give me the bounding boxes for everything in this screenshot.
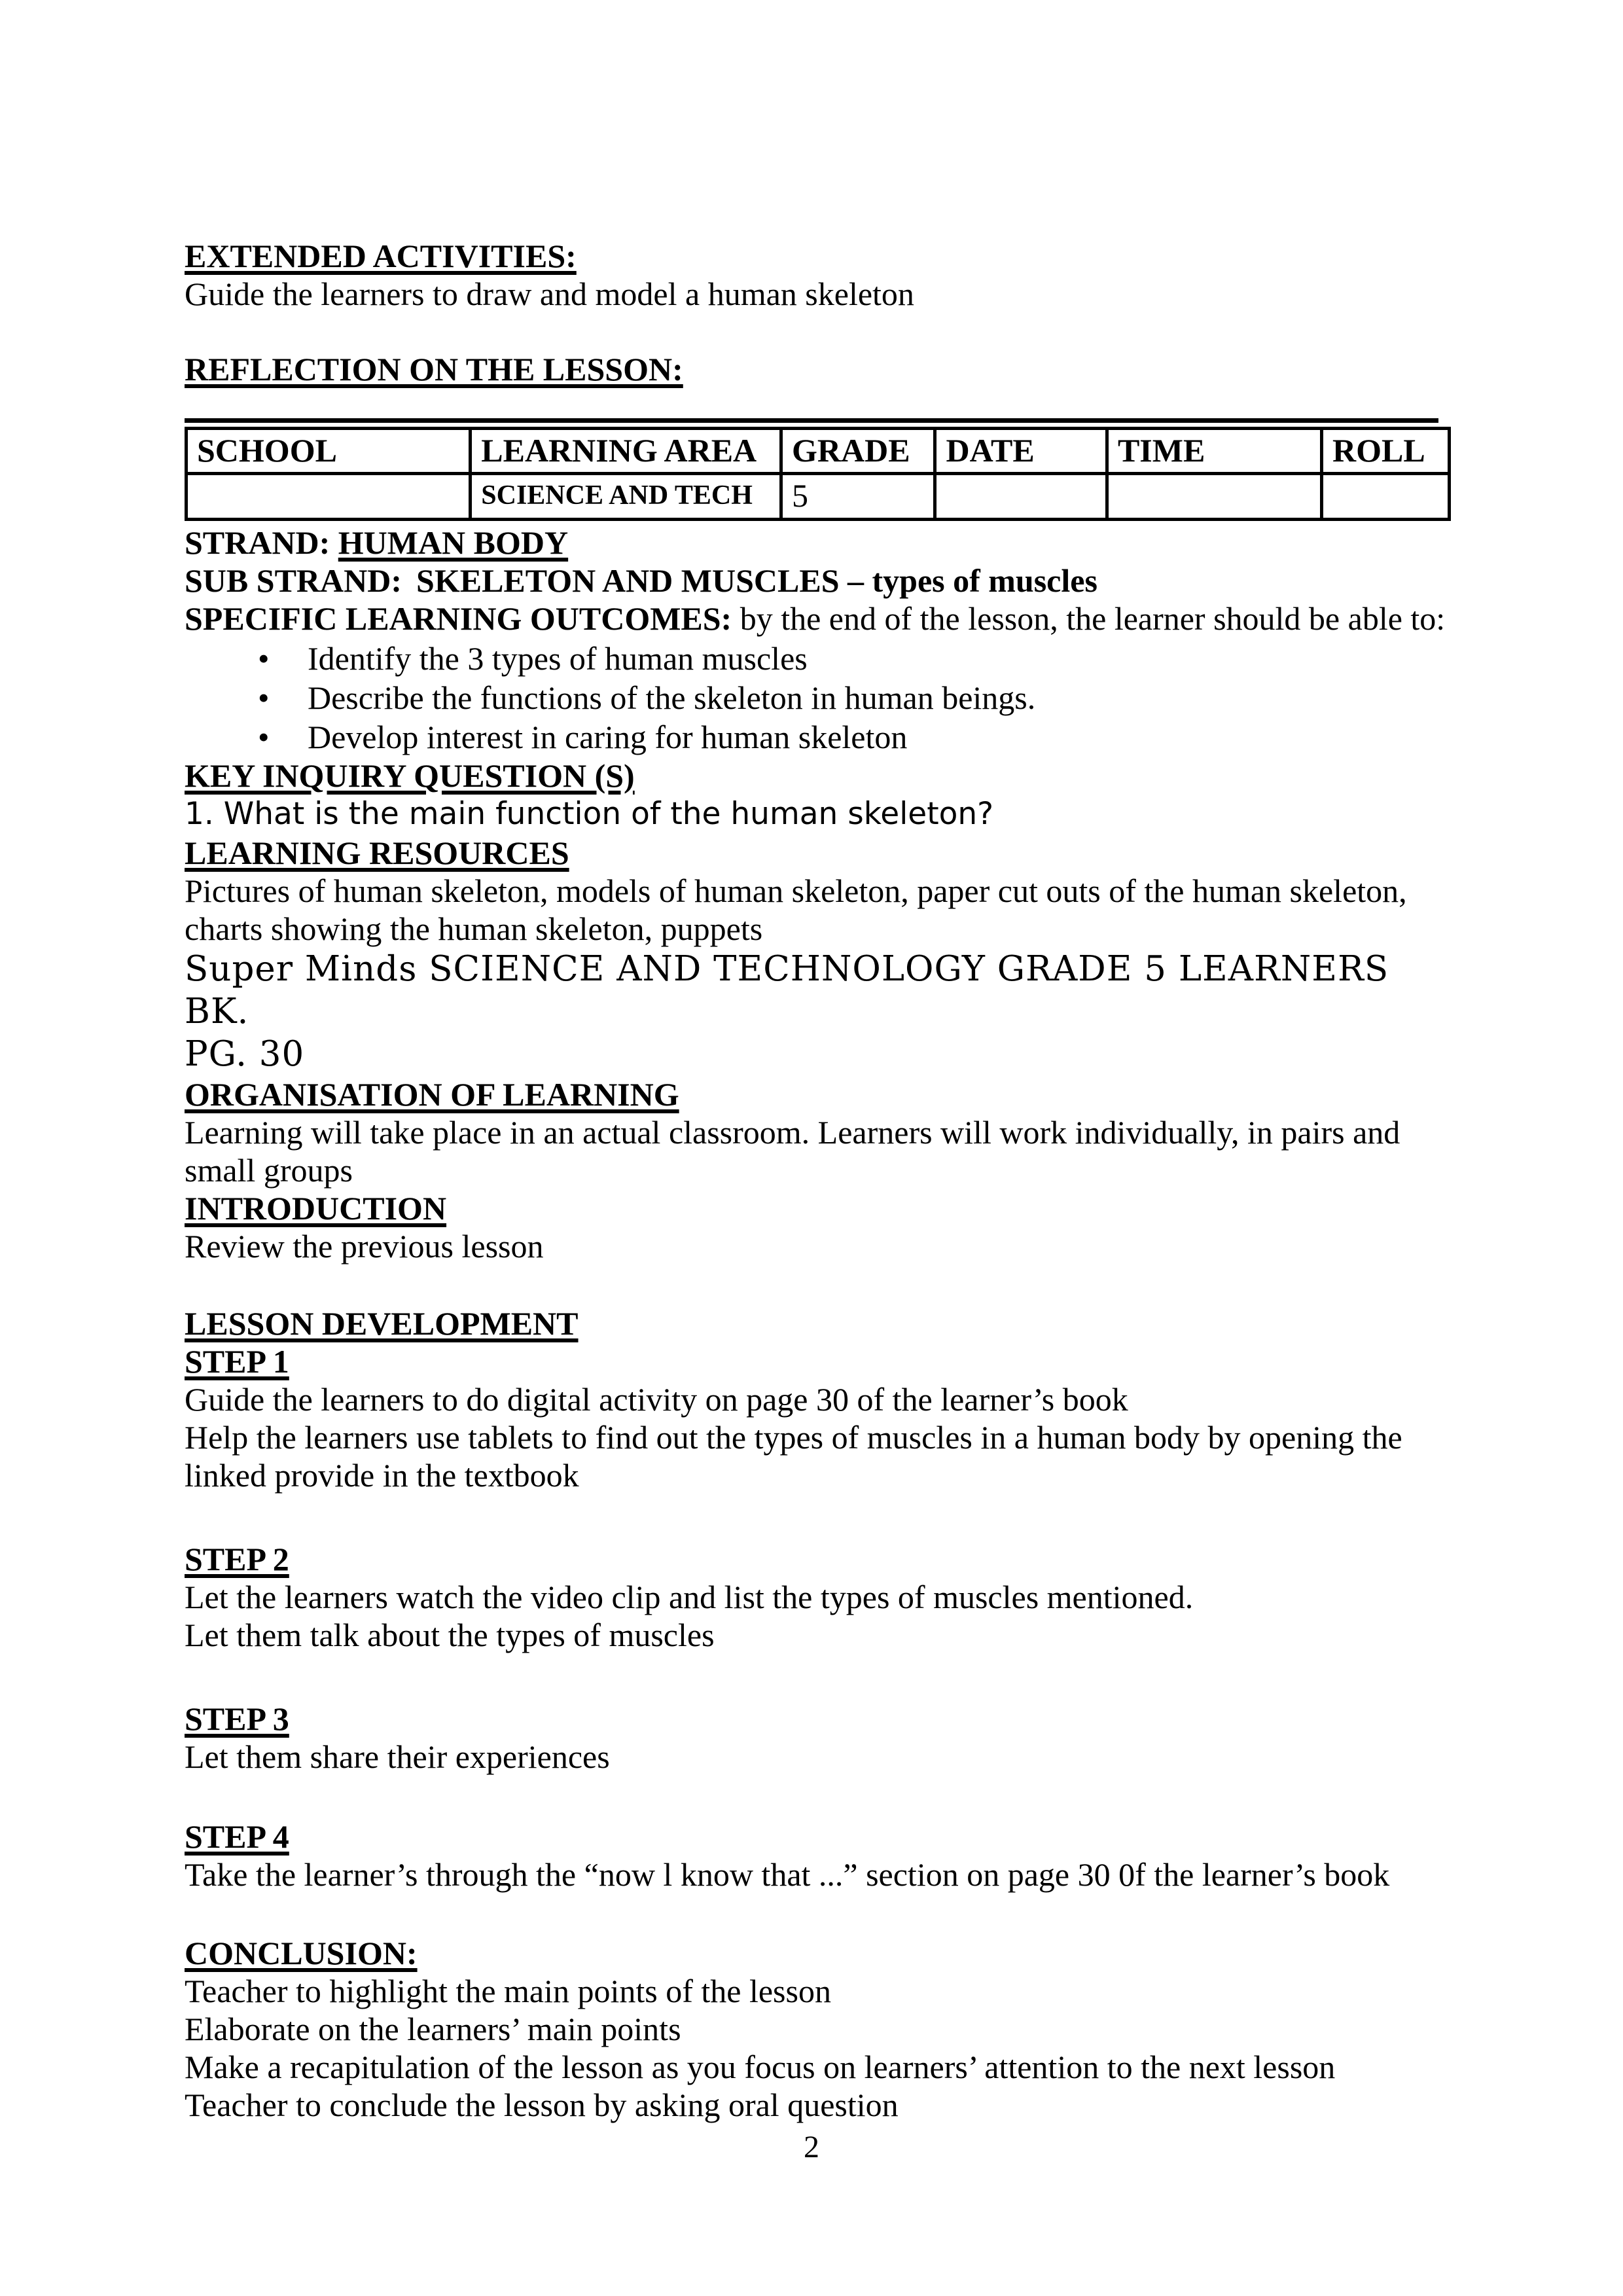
cell-roll xyxy=(1322,474,1450,520)
page-number: 2 xyxy=(804,2130,819,2164)
step-heading xyxy=(185,1700,1451,1738)
strand-value: HUMAN BODY xyxy=(338,524,569,561)
spacer xyxy=(185,313,1451,350)
conclusion-text: Teacher to highlight the main points of the lesson xyxy=(185,1973,831,2009)
conclusion-text: Elaborate on the learners’ main points xyxy=(185,2011,681,2047)
header-roll: ROLL xyxy=(1322,429,1450,474)
section-key-inquiry-heading xyxy=(185,757,1451,795)
organisation-heading: ORGANISATION OF LEARNING xyxy=(185,1076,679,1113)
cell-learning-area: SCIENCE AND TECH xyxy=(471,474,781,520)
step-1-heading: STEP 1 xyxy=(185,1343,289,1380)
step-2-text: Let the learners watch the video clip and list the types of muscles mentioned. xyxy=(185,1579,1194,1615)
outcome-bullet-text: Identify the 3 types of human muscles xyxy=(308,640,808,677)
outcome-bullet-item xyxy=(185,717,1451,757)
step-2-heading: STEP 2 xyxy=(185,1541,289,1577)
strand-line xyxy=(185,524,1451,562)
conclusion-heading: CONCLUSION: xyxy=(185,1935,418,1971)
section-reflection-heading xyxy=(185,350,1451,388)
lesson-development-heading: LESSON DEVELOPMENT xyxy=(185,1305,579,1342)
header-time: TIME xyxy=(1107,429,1321,474)
step-1-text: Guide the learners to do digital activity on page 30 of the learner’s book xyxy=(185,1381,1128,1418)
strand-label: STRAND: xyxy=(185,524,330,561)
book-reference-line: Super Minds SCIENCE AND TECHNOLOGY GRADE 5 LEARNERS BK. xyxy=(185,949,1389,1031)
cell-grade: 5 xyxy=(781,474,935,520)
extended-activities-heading: EXTENDED ACTIVITIES: xyxy=(185,238,577,274)
organisation-text: small groups xyxy=(185,1152,353,1189)
step-heading xyxy=(185,1540,1451,1578)
table-value-row xyxy=(187,474,1450,520)
step-3-heading: STEP 3 xyxy=(185,1700,289,1737)
section-extended-activities-heading xyxy=(185,237,1451,275)
cell-time xyxy=(1107,474,1321,520)
learning-resources-text: Pictures of human skeleton, models of human skeleton, paper cut outs of the human skeleton, xyxy=(185,872,1407,909)
header-date: DATE xyxy=(935,429,1107,474)
outcome-bullet-text: Develop interest in caring for human skeleton xyxy=(308,719,908,755)
reflection-heading: REFLECTION ON THE LESSON: xyxy=(185,351,683,387)
section-conclusion-heading xyxy=(185,1934,1451,1972)
sub-strand-line xyxy=(185,562,1451,600)
key-inquiry-question: 1. What is the main function of the human skeleton? xyxy=(185,796,994,832)
introduction-body: Review the previous lesson xyxy=(185,1228,544,1265)
header-grade: GRADE xyxy=(781,429,935,474)
header-learning-area: LEARNING AREA xyxy=(471,429,781,474)
outcome-bullet-text: Describe the functions of the skeleton in human beings. xyxy=(308,679,1036,716)
step-heading xyxy=(185,1818,1451,1856)
step-4-text: Take the learner’s through the “now l know that ...” section on page 30 0f the learner’s book xyxy=(185,1856,1390,1893)
table-header-row xyxy=(187,429,1450,474)
outcome-bullet-item xyxy=(185,639,1451,678)
spacer xyxy=(185,1654,1451,1700)
spacer xyxy=(185,1494,1451,1540)
extended-activities-body: Guide the learners to draw and model a human skeleton xyxy=(185,276,914,312)
step-2-text: Let them talk about the types of muscles xyxy=(185,1617,715,1653)
conclusion-text: Make a recapitulation of the lesson as you focus on learners’ attention to the next lesson xyxy=(185,2049,1336,2085)
bullet-icon: • xyxy=(258,640,270,677)
outcomes-line xyxy=(185,600,1451,637)
sub-strand-label: SUB STRAND: xyxy=(185,562,402,599)
header-school: SCHOOL xyxy=(187,429,471,474)
outcomes-intro: by the end of the lesson, the learner should be able to: xyxy=(732,600,1446,637)
organisation-text: Learning will take place in an actual classroom. Learners will work individually, in pairs and xyxy=(185,1114,1400,1151)
spacer xyxy=(185,1776,1451,1818)
cell-date xyxy=(935,474,1107,520)
cell-school xyxy=(187,474,471,520)
outcome-bullet-item xyxy=(185,678,1451,717)
horizontal-rule xyxy=(185,418,1438,423)
sub-strand-value: SKELETON AND MUSCLES – types of muscles xyxy=(416,562,1097,599)
section-introduction-heading xyxy=(185,1189,1451,1227)
bullet-icon: • xyxy=(258,719,270,755)
spacer xyxy=(185,1265,1451,1304)
section-lesson-development-heading xyxy=(185,1304,1451,1342)
outcomes-label: SPECIFIC LEARNING OUTCOMES: xyxy=(185,600,732,637)
introduction-heading: INTRODUCTION xyxy=(185,1190,447,1227)
step-4-heading: STEP 4 xyxy=(185,1818,289,1855)
lesson-info-table xyxy=(185,427,1451,521)
learning-resources-heading: LEARNING RESOURCES xyxy=(185,834,569,871)
learning-resources-text: charts showing the human skeleton, puppets xyxy=(185,910,763,947)
step-1-text: Help the learners use tablets to find out the types of muscles in a human body by opening the xyxy=(185,1419,1402,1456)
bullet-icon: • xyxy=(258,679,270,716)
step-heading xyxy=(185,1342,1451,1380)
step-1-text: linked provide in the textbook xyxy=(185,1457,579,1494)
section-learning-resources-heading xyxy=(185,834,1451,872)
book-reference-page: PG. 30 xyxy=(185,1034,305,1074)
spacer xyxy=(185,1893,1451,1934)
step-3-text: Let them share their experiences xyxy=(185,1738,610,1775)
section-organisation-heading xyxy=(185,1075,1451,1113)
key-inquiry-heading: KEY INQUIRY QUESTION (S) xyxy=(185,757,635,794)
conclusion-text: Teacher to conclude the lesson by asking oral question xyxy=(185,2087,899,2123)
